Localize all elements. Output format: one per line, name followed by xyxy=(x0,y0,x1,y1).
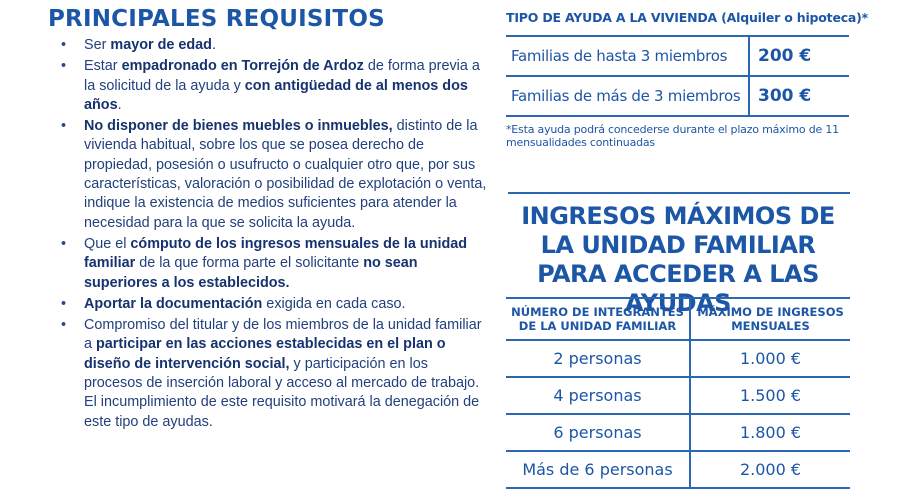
requirement-text: Compromiso del titular y de los miembros de la unidad familiar a xyxy=(84,317,482,353)
requirement-text: de forma previa a la solicitud de la ayuda y xyxy=(84,58,480,94)
requirement-text: Estar xyxy=(84,58,122,75)
requirement-text: Que el xyxy=(84,235,131,252)
income-members: 6 personas xyxy=(506,415,691,450)
requirement-text-bold: mayor de edad xyxy=(110,37,212,53)
aid-table xyxy=(506,35,849,117)
requirement-text: . xyxy=(117,96,122,113)
requirements-title: PRINCIPALES REQUISITOS xyxy=(48,6,385,32)
income-table-header xyxy=(506,299,850,341)
requirement-text-bold: participar en las acciones establecidas en el plan o diseño de intervención social, xyxy=(84,336,446,372)
requirement-text: Ser xyxy=(84,37,111,53)
requirement-text-bold: No disponer de bienes muebles o inmuebles, xyxy=(84,118,393,135)
income-max: 1.000 € xyxy=(739,349,802,368)
requirement-text: . xyxy=(211,37,216,53)
requirement-text-bold: Aportar la documentación xyxy=(84,295,263,312)
requirement-text-bold: no sean superiores a los establecidos. xyxy=(84,255,418,291)
income-table xyxy=(506,297,850,489)
aid-section xyxy=(506,10,869,149)
aid-row-label: Familias de más de 3 miembros xyxy=(506,77,750,115)
income-members: 4 personas xyxy=(506,378,691,413)
aid-row xyxy=(506,77,849,117)
header-max-income: MÁXIMO DE INGRESOS MENSUALES xyxy=(697,305,844,333)
section-divider xyxy=(508,192,850,194)
requirement-text: y participación en los procesos de inserción laboral y acceso al mercado de trabajo. El incumplimiento de este requisito motivará la denegación de este tipo de ayudas. xyxy=(84,355,480,430)
aid-table-title: TIPO DE AYUDA A LA VIVIENDA (Alquiler o hipoteca)* xyxy=(506,10,869,25)
requirements-list xyxy=(55,36,487,432)
requirement-text-bold: empadronado en Torrejón de Ardoz xyxy=(121,58,364,75)
aid-row xyxy=(506,37,849,77)
aid-row-label: Familias de hasta 3 miembros xyxy=(506,37,750,75)
requirement-item xyxy=(55,36,487,55)
income-row xyxy=(506,378,850,415)
income-max: 2.000 € xyxy=(739,460,802,479)
requirement-text-bold: cómputo de los ingresos mensuales de la unidad familiar xyxy=(84,235,468,272)
income-members: 2 personas xyxy=(506,341,691,376)
requirements-section xyxy=(48,6,487,434)
income-row xyxy=(506,452,850,489)
requirement-text: de la que forma parte el solicitante xyxy=(135,255,364,272)
income-members: Más de 6 personas xyxy=(506,452,691,487)
requirement-item xyxy=(55,117,487,233)
income-max: 1.500 € xyxy=(739,386,802,405)
income-row xyxy=(506,341,850,378)
requirement-text-bold: con antigüedad de al menos dos años xyxy=(84,77,468,113)
income-row xyxy=(506,415,850,452)
income-table-title: INGRESOS MÁXIMOS DE LA UNIDAD FAMILIAR PARA ACCEDER A LAS AYUDAS xyxy=(521,202,835,317)
requirement-text: distinto de la vivienda habitual, sobre los que se posea derecho de propiedad, posesión o usufructo o cualquier otro que, por sus características, valoración o posibilidad de explotación o venta, indique la existencia de medios suficientes para atender la necesidad para la que se solicita la ayuda. xyxy=(84,118,487,231)
requirement-item xyxy=(55,57,487,115)
requirement-text: exigida en cada caso. xyxy=(262,295,406,312)
requirement-item xyxy=(55,235,487,293)
aid-row-value: 200 € xyxy=(758,46,812,66)
aid-note: *Esta ayuda podrá concederse durante el plazo máximo de 11 mensualidades continuadas xyxy=(506,123,839,149)
header-members: NÚMERO DE INTEGRANTES DE LA UNIDAD FAMILIAR xyxy=(506,299,691,339)
requirement-item xyxy=(55,295,487,314)
aid-row-value: 300 € xyxy=(758,86,812,106)
requirement-item xyxy=(55,316,487,432)
income-max: 1.800 € xyxy=(739,423,802,442)
